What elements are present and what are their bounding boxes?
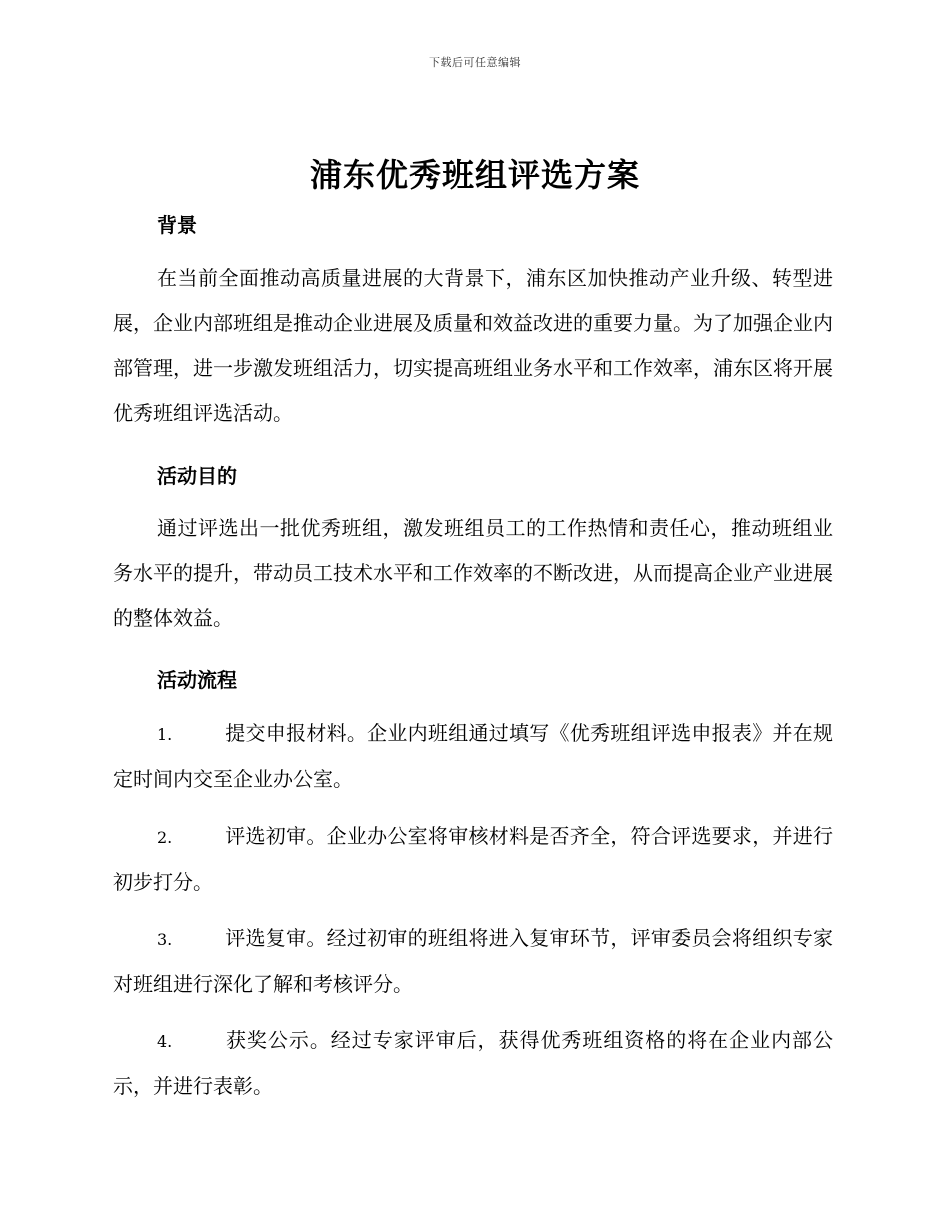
process-item-number: 1. bbox=[157, 725, 173, 744]
process-item-number: 3. bbox=[157, 930, 173, 949]
section-heading-purpose: 活动目的 bbox=[157, 464, 237, 488]
process-item-text: 获奖公示。经过专家评审后，获得优秀班组资格的将在企业内部公示，并进行表彰。 bbox=[113, 1028, 833, 1098]
header-note: 下载后可任意编辑 bbox=[429, 56, 521, 69]
section-body-background: 在当前全面推动高质量进展的大背景下，浦东区加快推动产业升级、转型进展，企业内部班组是推动企业进展及质量和效益改进的重要力量。为了加强企业内部管理，进一步激发班组活力，切实提高班组业务水平和工作效率，浦东区将开展优秀班组评选活动。 bbox=[113, 266, 833, 425]
process-item bbox=[113, 711, 833, 802]
document-title: 浦东优秀班组评选方案 bbox=[309, 156, 640, 194]
process-item bbox=[113, 1018, 833, 1109]
process-item bbox=[113, 814, 833, 905]
process-item-number: 2. bbox=[157, 828, 173, 847]
process-item-text: 评选初审。企业办公室将审核材料是否齐全，符合评选要求，并进行初步打分。 bbox=[113, 824, 833, 894]
process-item-text: 提交申报材料。企业内班组通过填写《优秀班组评选申报表》并在规定时间内交至企业办公室。 bbox=[113, 721, 833, 791]
process-item-text: 评选复审。经过初审的班组将进入复审环节，评审委员会将组织专家对班组进行深化了解和考核评分。 bbox=[113, 926, 833, 996]
process-item bbox=[113, 916, 833, 1007]
section-body-purpose: 通过评选出一批优秀班组，激发班组员工的工作热情和责任心，推动班组业务水平的提升，带动员工技术水平和工作效率的不断改进，从而提高企业产业进展的整体效益。 bbox=[113, 516, 833, 630]
process-item-number: 4. bbox=[157, 1032, 173, 1051]
section-heading-background: 背景 bbox=[157, 213, 197, 237]
section-heading-process: 活动流程 bbox=[157, 668, 237, 692]
